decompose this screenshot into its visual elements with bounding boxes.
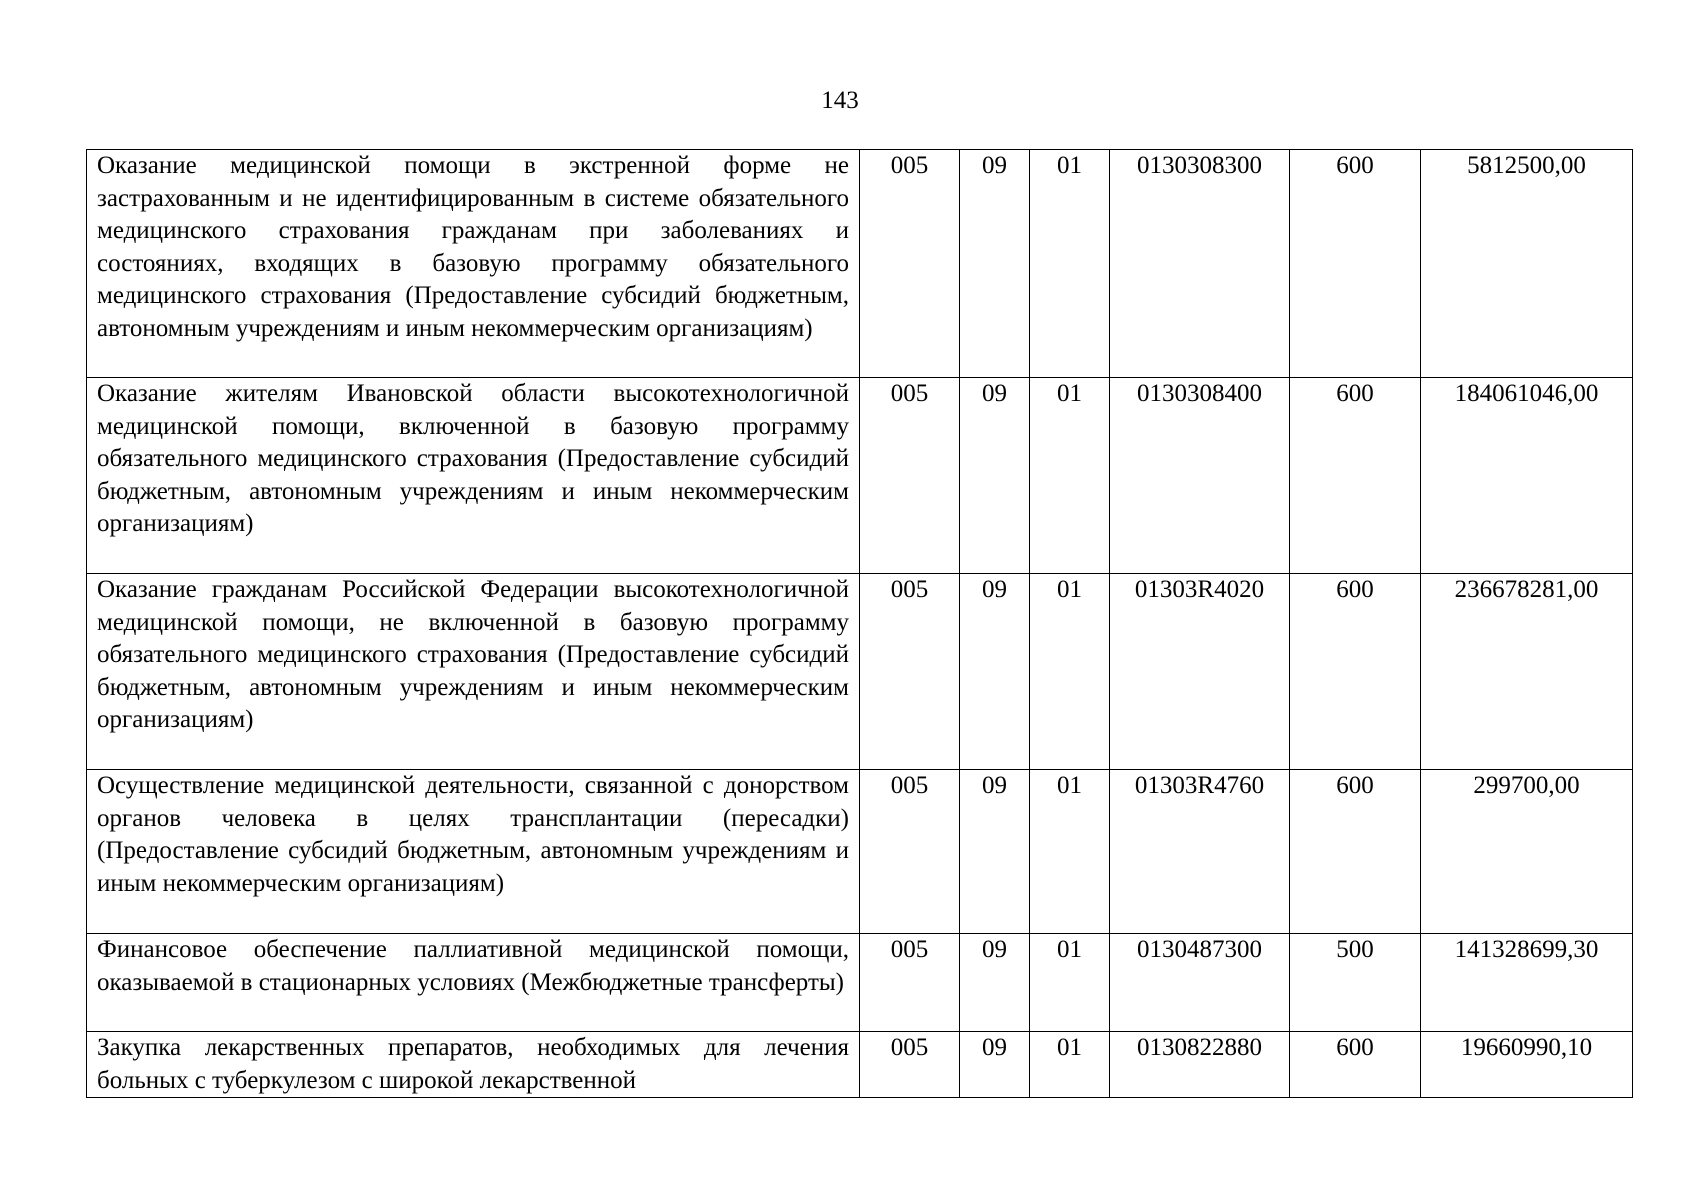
table-row [87,150,1633,378]
row-section-code: 09 [960,770,1030,934]
row-target-article: 01303R4020 [1110,574,1290,770]
row-grbs-code: 005 [860,934,960,1032]
row-amount: 5812500,00 [1421,150,1633,378]
row-amount: 141328699,30 [1421,934,1633,1032]
row-expense-type: 600 [1290,378,1421,574]
row-amount: 19660990,10 [1421,1032,1633,1098]
row-section-code: 09 [960,150,1030,378]
table-row [87,1032,1633,1098]
row-amount: 184061046,00 [1421,378,1633,574]
row-grbs-code: 005 [860,150,960,378]
row-expense-type: 600 [1290,574,1421,770]
row-grbs-code: 005 [860,378,960,574]
budget-table [86,149,1633,1098]
row-target-article: 0130308400 [1110,378,1290,574]
table-row [87,770,1633,934]
row-description: Оказание медицинской помощи в экстренной форме не застрахованным и не идентифицированным в системе обязательного медицинского страхования гражданам при заболеваниях и состояниях, входящих в базовую программу обязательного медицинского страхования (Предоставление субсидий бюджетным, автономным учреждениям и иным некоммерческим организациям) [87,150,860,378]
row-grbs-code: 005 [860,770,960,934]
row-amount: 299700,00 [1421,770,1633,934]
row-subsection-code: 01 [1030,934,1110,1032]
row-subsection-code: 01 [1030,150,1110,378]
row-expense-type: 600 [1290,1032,1421,1098]
row-grbs-code: 005 [860,574,960,770]
row-section-code: 09 [960,574,1030,770]
row-section-code: 09 [960,1032,1030,1098]
row-description: Оказание гражданам Российской Федерации высокотехнологичной медицинской помощи, не включенной в базовую программу обязательного медицинского страхования (Предоставление субсидий бюджетным, автономным учреждениям и иным некоммерческим организациям) [87,574,860,770]
row-subsection-code: 01 [1030,378,1110,574]
row-target-article: 0130308300 [1110,150,1290,378]
row-amount: 236678281,00 [1421,574,1633,770]
row-expense-type: 600 [1290,150,1421,378]
row-target-article: 0130822880 [1110,1032,1290,1098]
table-row [87,934,1633,1032]
row-expense-type: 500 [1290,934,1421,1032]
row-expense-type: 600 [1290,770,1421,934]
row-section-code: 09 [960,378,1030,574]
row-subsection-code: 01 [1030,770,1110,934]
row-section-code: 09 [960,934,1030,1032]
row-description: Осуществление медицинской деятельности, связанной с донорством органов человека в целях трансплантации (пересадки) (Предоставление субсидий бюджетным, автономным учреждениям и иным некоммерческим организациям) [87,770,860,934]
page-number: 143 [821,87,859,114]
row-subsection-code: 01 [1030,1032,1110,1098]
row-target-article: 01303R4760 [1110,770,1290,934]
row-description: Оказание жителям Ивановской области высокотехнологичной медицинской помощи, включенной в базовую программу обязательного медицинского страхования (Предоставление субсидий бюджетным, автономным учреждениям и иным некоммерческим организациям) [87,378,860,574]
row-description: Финансовое обеспечение паллиативной медицинской помощи, оказываемой в стационарных условиях (Межбюджетные трансферты) [87,934,860,1032]
row-grbs-code: 005 [860,1032,960,1098]
row-target-article: 0130487300 [1110,934,1290,1032]
row-description: Закупка лекарственных препаратов, необходимых для лечения больных с туберкулезом с широкой лекарственной [87,1032,860,1098]
table-row [87,378,1633,574]
table-row [87,574,1633,770]
row-subsection-code: 01 [1030,574,1110,770]
